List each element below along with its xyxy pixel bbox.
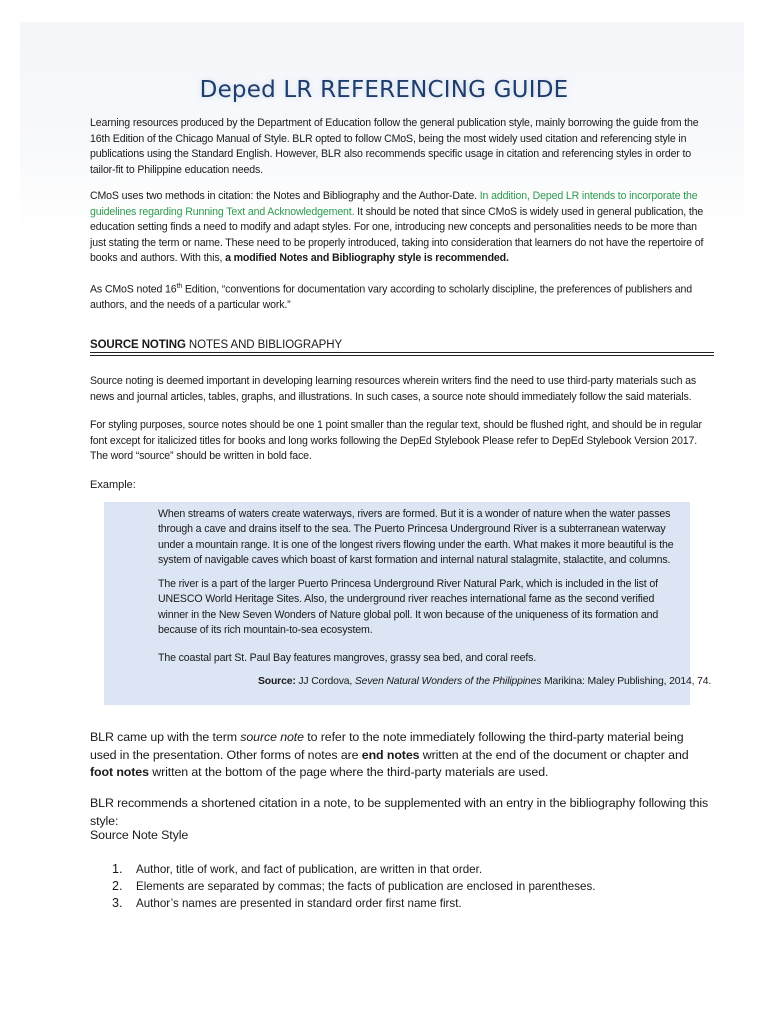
example-paragraph-3: The coastal part St. Paul Bay features mangroves, grassy sea bed, and coral reefs. bbox=[158, 652, 537, 664]
list-text: Elements are separated by commas; the facts of publication are enclosed in parentheses. bbox=[136, 880, 596, 893]
source-author: JJ Cordova, bbox=[295, 676, 355, 687]
intro-paragraph-3 bbox=[90, 279, 715, 314]
body-p1-a: BLR came up with the term bbox=[90, 730, 241, 744]
intro-p2-highlight: In addition, Deped LR intends to incorporate the guidelines regarding Running Text and Acknowledgement. bbox=[90, 190, 698, 218]
source-publication: Marikina: Maley Publishing, 2014, 74. bbox=[541, 676, 712, 687]
intro-p3-sup: th bbox=[176, 283, 183, 290]
list-text: Author, title of work, and fact of publication, are written in that order. bbox=[136, 863, 483, 876]
body-paragraph-2: BLR recommends a shortened citation in a note, to be supplemented with an entry in the bibliography following this style: bbox=[90, 796, 709, 828]
example-source-note bbox=[258, 676, 711, 687]
intro-p2-middle: It should be noted that since CMoS is widely used in general publication, the education setting finds a need to modify and adapt styles. For one, introducing new concepts and personalities needs to be more than just stating the term or name. These need to be properly introduced, taking into consideration that learners do not have the repertoire of books and authors. With this, bbox=[90, 205, 704, 264]
intro-paragraph-2 bbox=[90, 189, 715, 267]
section-heading bbox=[90, 339, 714, 351]
heading-rule-top bbox=[90, 352, 714, 353]
body-p1-b: to refer to the note immediately following the third-party material being used in the presentation. Other forms of notes are bbox=[90, 730, 684, 762]
body-p1-term: source note bbox=[240, 730, 304, 744]
list-number: 2. bbox=[112, 879, 123, 893]
page-title: Deped LR REFERENCING GUIDE bbox=[199, 77, 569, 104]
body-p1-d: written at the bottom of the page where the third-party materials are used. bbox=[148, 765, 549, 779]
source-note-style-heading: Source Note Style bbox=[90, 828, 189, 842]
body-p1-foot-notes: foot notes bbox=[90, 765, 149, 779]
example-paragraph-2: The river is a part of the larger Puerto Princesa Underground River Natural Park, which is included in the list of UNESCO World Heritage Sites. Also, the underground river reaches international fame as the second verified winner in the New Seven Wonders of Nature global poll. It won because of the uniqueness of its formation and because of its rich mountain-to-sea ecosystem. bbox=[158, 578, 659, 636]
section-paragraph-1: Source noting is deemed important in developing learning resources wherein writers find the need to use third-party materials such as news and journal articles, tables, graphs, and illustrations. In such cases, a source note should immediately follow the said materials. bbox=[90, 375, 697, 403]
list-text: Author’s names are presented in standard order first name first. bbox=[136, 897, 462, 910]
section-paragraph-2: For styling purposes, source notes should be one 1 point smaller than the regular text, should be flushed right, and should be in regular font except for italicized titles for books and long works following the DepEd Stylebook Please refer to DepEd Stylebook Version 2017. The word “source” should be written in bold face. bbox=[90, 419, 702, 462]
body-p1-end-notes: end notes bbox=[361, 747, 420, 762]
source-label: Source: bbox=[258, 676, 296, 687]
source-title: Seven Natural Wonders of the Philippines bbox=[354, 676, 542, 687]
intro-p2-bold: a modified Notes and Bibliography style is recommended. bbox=[225, 252, 509, 264]
list-number: 3. bbox=[112, 896, 123, 910]
intro-p2-start: CMoS uses two methods in citation: the Notes and Bibliography and the Author-Date. bbox=[90, 190, 480, 202]
section-heading-rest: NOTES AND BIBLIOGRAPHY bbox=[185, 339, 343, 351]
list-item bbox=[112, 878, 672, 895]
intro-p3-b: Edition, “conventions for documentation vary according to scholarly discipline, the preferences of publishers and authors, and the needs of a particular work.” bbox=[90, 283, 693, 312]
example-label: Example: bbox=[90, 479, 136, 491]
body-paragraph-1 bbox=[90, 729, 710, 782]
intro-paragraph-1: Learning resources produced by the Department of Education follow the general publication style, mainly borrowing the guide from the 16th Edition of the Chicago Manual of Style. BLR opted to follow CMoS, being the most widely used citation and referencing style in publications using the Standard English. However, BLR also recommends specific usage in citation and referencing styles in order to tailor-fit to Philippine education needs. bbox=[90, 117, 699, 176]
list-number: 1. bbox=[112, 862, 123, 876]
section-heading-bold: SOURCE NOTING bbox=[90, 339, 186, 351]
list-item bbox=[112, 895, 672, 912]
example-paragraph-1: When streams of waters create waterways, rivers are formed. But it is a wonder of nature when the water passes through a cave and drains itself to the sea. The Puerto Princesa Underground River is a subterranean waterway under a mountain range. It is one of the longest rivers flowing under the earth. What makes it more beautiful is the system of navigable caves which boast of karst formation and internal natural stalagmite, stalactite, and columns. bbox=[158, 508, 674, 566]
body-p1-c: written at the end of the document or chapter and bbox=[419, 747, 689, 762]
style-rules-list bbox=[112, 861, 672, 912]
heading-rule-bottom bbox=[90, 355, 714, 356]
intro-p3-a: As CMoS noted 16 bbox=[90, 283, 177, 296]
list-item bbox=[112, 861, 672, 878]
